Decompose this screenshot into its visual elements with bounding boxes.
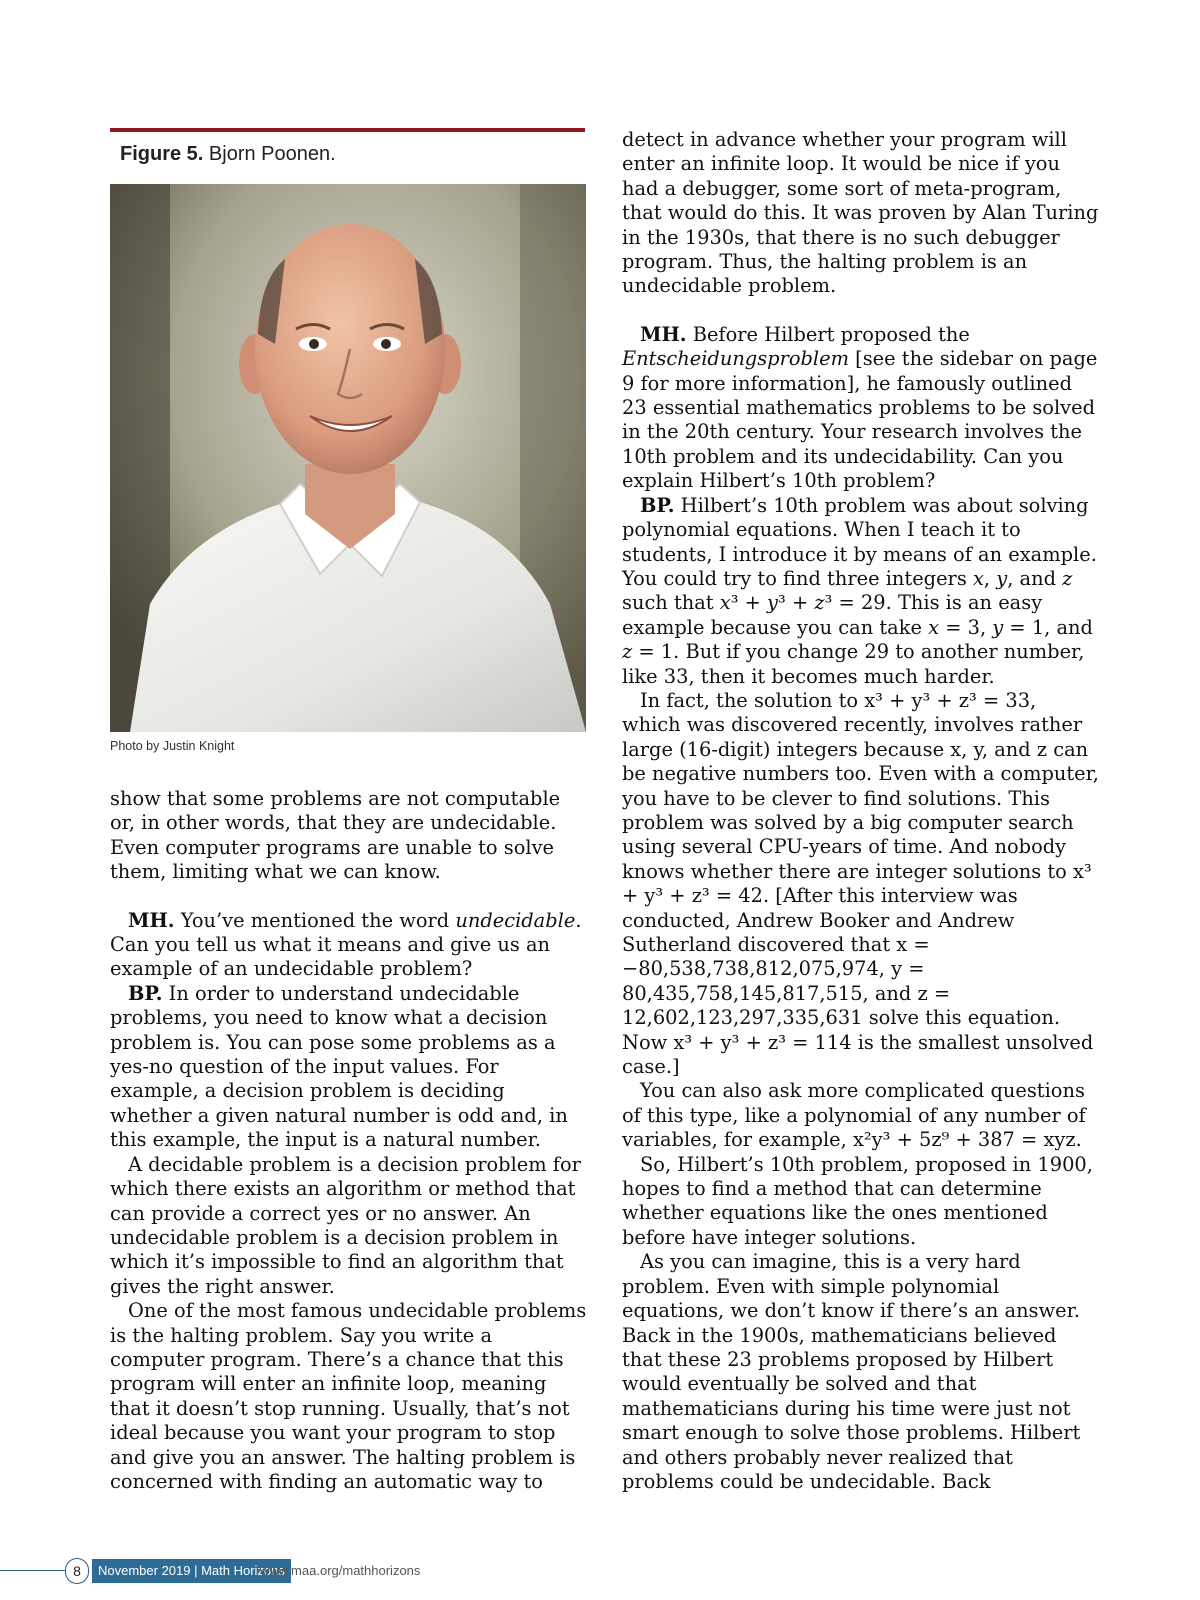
footer-url[interactable]: www.maa.org/mathhorizons [260,1563,421,1578]
footer-rule [0,1570,68,1571]
figure-top-rule [110,128,585,132]
question-paragraph: MH. Before Hilbert proposed the Entscheidungsproblem [see the sidebar on page 9 for more information], he famously outlined 23 essential mathematics problems to be solved in the 20th century. Your research involves the 10th problem and its undecidability. Can you explain Hilbert’s 10th problem? [622,322,1098,493]
emphasis: undecidable [455,908,576,932]
speaker-bp: BP. [640,493,675,517]
answer-paragraph: BP. Hilbert’s 10th problem was about solving polynomial equations. When I teach it to students, I introduce it by means of an example. You could try to find three integers x, y, and z such that x³ + y³ + z³ = 29. This is an easy example because you can take x = 3, y = 1, and z = 1. But if you change 29 to another number, like 33, then it becomes much harder. [622,493,1097,688]
speaker-mh: MH. [640,322,687,346]
speaker-mh: MH. [128,908,175,932]
paragraph: detect in advance whether your program will enter an infinite loop. It would be nice if you had a debugger, some sort of meta-program, that would do this. It was proven by Alan Turing in the 1930s, that there is no such debugger program. Thus, the halting problem is an undecidable problem. [622,128,1099,298]
speaker-bp: BP. [128,981,163,1005]
paragraph-gap [110,885,590,909]
figure-caption [120,143,336,166]
paragraph: In fact, the solution to x³ + y³ + z³ = 33, which was discovered recently, involves rather large (16-digit) integers because x, y, and z can be negative numbers too. Even with a computer, you have to be clever to find solutions. This problem was solved by a big computer search using several CPU-years of time. And nobody knows whether there are integer solutions to x³ + y³ + z³ = 42. [After this interview was conducted, Andrew Booker and Andrew Sutherland discovered that x = −80,538,738,812,075,974, y = 80,435,758,145,817,515, and z = 12,602,123,297,335,631 solve this equation. Now x³ + y³ + z³ = 114 is the smallest unsolved case.] [622,688,1099,1079]
portrait-illustration [110,184,586,732]
question-paragraph: MH. You’ve mentioned the word undecidable. Can you tell us what it means and give us an example of an undecidable problem? [110,908,582,981]
right-column [622,128,1100,1494]
paragraph: You can also ask more complicated questions of this type, like a polynomial of any number of variables, for example, x²y³ + 5z⁹ + 387 = xyz. [622,1079,1086,1152]
page-number: 8 [65,1558,89,1584]
paragraph: show that some problems are not computable or, in other words, that they are undecidable. Even computer programs are unable to solve them, limiting what we can know. [110,787,561,884]
paragraph: A decidable problem is a decision problem for which there exists an algorithm or method that can provide a correct yes or no answer. An undecidable problem is a decision problem in which it’s impossible to find an algorithm that gives the right answer. [110,1152,581,1298]
paragraph: So, Hilbert’s 10th problem, proposed in 1900, hopes to find a method that can determine whether equations like the ones mentioned before have integer solutions. [622,1152,1093,1249]
left-column [110,787,590,1494]
figure-label: Figure 5. [120,143,204,165]
paragraph-gap [622,299,1100,323]
figure-caption-text: Bjorn Poonen. [208,143,336,165]
paragraph: One of the most famous undecidable problems is the halting problem. Say you write a computer program. There’s a chance that this program will enter an infinite loop, meaning that it doesn’t stop running. Usually, that’s not ideal because you want your program to stop and give you an answer. The halting problem is concerned with finding an automatic way to [110,1299,587,1493]
answer-paragraph: BP. In order to understand undecidable problems, you need to know what a decision problem is. You can pose some problems as a yes-no question of the input values. For example, a decision problem is deciding whether a given natural number is odd and, in this example, the input is a natural number. [110,981,568,1152]
photo-credit: Photo by Justin Knight [110,739,235,753]
paragraph: As you can imagine, this is a very hard problem. Even with simple polynomial equations, we don’t know if there’s an answer. Back in the 1900s, mathematicians believed that these 23 problems proposed by Hilbert would eventually be solved and that mathematicians during his time were just not smart enough to solve those problems. Hilbert and others probably never realized that problems could be undecidable. Back [622,1250,1081,1493]
emphasis: Entscheidungsproblem [622,347,849,371]
portrait-photo [110,184,586,732]
issue-label: November 2019 | Math Horizons [92,1559,291,1583]
